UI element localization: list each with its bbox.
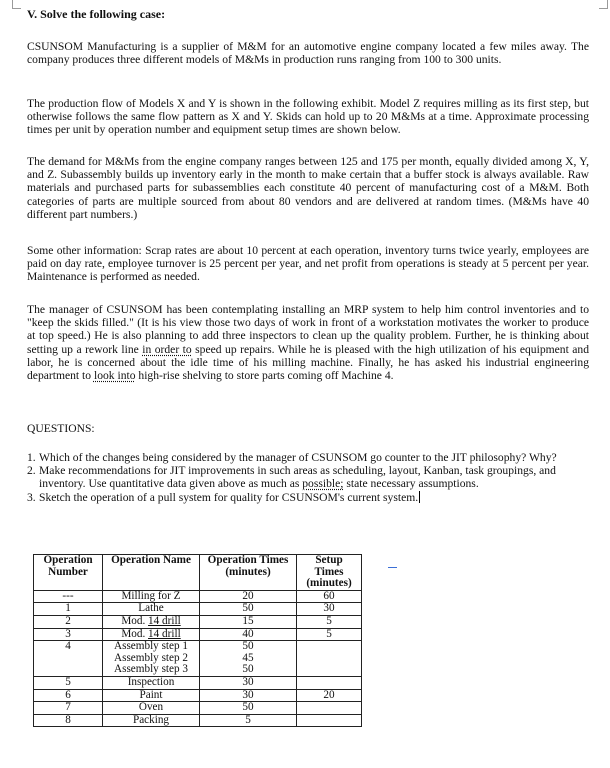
question-number: 3. bbox=[27, 490, 36, 504]
cell-number: 5 bbox=[34, 676, 103, 689]
header-operation-name: Operation Name bbox=[103, 555, 200, 591]
cell-name: Milling for Z bbox=[103, 590, 200, 603]
table-row bbox=[34, 603, 362, 616]
questions-heading: QUESTIONS: bbox=[27, 422, 95, 435]
name-underlined: 14 drill bbox=[148, 614, 181, 627]
table-header-row bbox=[34, 555, 362, 591]
page-corner-marker bbox=[12, 0, 21, 9]
cell-op-time: 30 bbox=[200, 689, 297, 702]
assembly-step: Assembly step 3 bbox=[114, 663, 188, 676]
page-corner-marker bbox=[599, 0, 608, 9]
assembly-step: Assembly step 2 bbox=[114, 651, 188, 664]
cell-op-time: 50 bbox=[200, 603, 297, 616]
cell-op-time: 30 bbox=[200, 676, 297, 689]
table-row bbox=[34, 590, 362, 603]
assembly-step: Assembly step 1 bbox=[114, 640, 188, 653]
text-cursor bbox=[419, 491, 420, 503]
cell-setup-time: 60 bbox=[297, 590, 362, 603]
table-row bbox=[34, 676, 362, 689]
cell-op-time bbox=[200, 641, 297, 677]
section-title: V. Solve the following case: bbox=[27, 7, 166, 21]
assembly-time: 50 bbox=[242, 640, 254, 653]
question-text: Which of the changes being considered by the manager of CSUNSOM go counter to the JIT philosophy? Why? bbox=[39, 451, 557, 464]
cell-number: 7 bbox=[34, 702, 103, 715]
case-paragraph-production-flow: The production flow of Models X and Y is shown in the following exhibit. Model Z requires milling as its first step, but otherwise follows the same flow pattern as X and Y. Skids can hold up to 20 M&Ms at a time. Approximate processing times per unit by operation number and equipment setup times are shown below. bbox=[27, 97, 589, 137]
cell-op-time: 5 bbox=[200, 714, 297, 727]
assembly-time: 45 bbox=[242, 651, 254, 664]
name-underlined: 14 drill bbox=[148, 627, 181, 640]
cell-setup-time bbox=[297, 714, 362, 727]
cell-number: 4 bbox=[34, 641, 103, 677]
cell-op-time: 40 bbox=[200, 628, 297, 641]
question-number: 2. bbox=[27, 464, 36, 478]
assembly-time: 50 bbox=[242, 663, 254, 676]
cell-setup-time bbox=[297, 641, 362, 677]
case-paragraph-demand: The demand for M&Ms from the engine company ranges between 125 and 175 per month, equally divided among X, Y, and Z. Subassembly builds up inventory early in the month to make certain that a buffer stock is always available. Raw materials and purchased parts for subassemblies each constitute 40 percent of manufacturing cost of a M&M. Both categories of parts are multiple sourced from about 80 vendors and are delivered at random times. (M&Ms have 40 different part numbers.) bbox=[27, 155, 589, 221]
cell-name: Paint bbox=[103, 689, 200, 702]
cell-number: 2 bbox=[34, 615, 103, 628]
case-paragraph-intro: CSUNSOM Manufacturing is a supplier of M&M for an automotive engine company located a few miles away. The company produces three different models of M&Ms in production runs ranging from 100 to 300 units. bbox=[27, 40, 589, 67]
question-item bbox=[27, 451, 592, 464]
name-prefix: Mod. bbox=[121, 627, 149, 640]
spellcheck-underlined-text: look into bbox=[93, 369, 136, 383]
cell-op-time: 20 bbox=[200, 590, 297, 603]
cell-name bbox=[103, 641, 200, 677]
header-setup-times: Setup Times (minutes) bbox=[297, 555, 362, 591]
cell-setup-time bbox=[297, 676, 362, 689]
question-number: 1. bbox=[27, 451, 36, 464]
cell-name: Inspection bbox=[103, 676, 200, 689]
table-row bbox=[34, 628, 362, 641]
cell-setup-time bbox=[297, 702, 362, 715]
name-prefix: Mod. bbox=[121, 614, 149, 627]
table-row bbox=[34, 615, 362, 628]
spellcheck-underlined-text: in order to bbox=[142, 342, 192, 356]
table-row bbox=[34, 714, 362, 727]
paragraph-text: speed up repairs. While he is pleased with the high utilization of his equipment and labor, he is concerned about the idle time of his milling machine. Finally, he has asked his industrial engineering department to bbox=[27, 342, 590, 383]
question-text: state necessary assumptions. bbox=[343, 477, 479, 491]
table-row bbox=[34, 641, 362, 677]
cell-setup-time: 20 bbox=[297, 689, 362, 702]
cell-number: --- bbox=[34, 590, 103, 603]
spellcheck-underlined-text: possible; bbox=[302, 477, 344, 491]
questions-list bbox=[27, 451, 592, 504]
table-row bbox=[34, 689, 362, 702]
case-paragraph-manager-plans bbox=[27, 303, 589, 382]
table-anchor-mark bbox=[388, 567, 397, 568]
cell-op-time: 50 bbox=[200, 702, 297, 715]
cell-name: Lathe bbox=[103, 603, 200, 616]
cell-number: 1 bbox=[34, 603, 103, 616]
case-paragraph-other-info: Some other information: Scrap rates are about 10 percent at each operation, inventory turns twice yearly, employees are paid on day rate, employee turnover is 25 percent per year, and net profit from operations is steady at 5 percent per year. Maintenance is performed as needed. bbox=[27, 244, 589, 284]
cell-name: Oven bbox=[103, 702, 200, 715]
paragraph-text: high-rise shelving to store parts coming off Machine 4. bbox=[135, 369, 394, 383]
header-operation-times: Operation Times (minutes) bbox=[200, 555, 297, 591]
question-item bbox=[27, 464, 592, 490]
question-text: Make recommendations for JIT improvements in such areas as scheduling, layout, Kanban, task groupings, and inventory. Use quantitative data given above as much as bbox=[39, 464, 556, 491]
header-operation-number: Operation Number bbox=[34, 555, 103, 591]
operations-table bbox=[33, 554, 362, 727]
question-text: Sketch the operation of a pull system for quality for CSUNSOM's current system. bbox=[39, 490, 419, 504]
cell-setup-time: 30 bbox=[297, 603, 362, 616]
cell-name: Packing bbox=[103, 714, 200, 727]
paragraph-text: The manager of CSUNSOM has been contemplating installing an MRP system to help him control inventories and to "keep the skids filled." (It is his view those two days of work in front of a workstation motivates the worker to produce at top speed.) He is also planning to add three inspectors to clean up the quality problem. Further, he is thinking about setting up a rework line bbox=[27, 303, 589, 356]
cell-number: 6 bbox=[34, 689, 103, 702]
cell-setup-time: 5 bbox=[297, 615, 362, 628]
table-row bbox=[34, 702, 362, 715]
cell-name bbox=[103, 628, 200, 641]
cell-name bbox=[103, 615, 200, 628]
cell-number: 8 bbox=[34, 714, 103, 727]
cell-setup-time: 5 bbox=[297, 628, 362, 641]
cell-op-time: 15 bbox=[200, 615, 297, 628]
question-item bbox=[27, 491, 592, 504]
cell-number: 3 bbox=[34, 628, 103, 641]
